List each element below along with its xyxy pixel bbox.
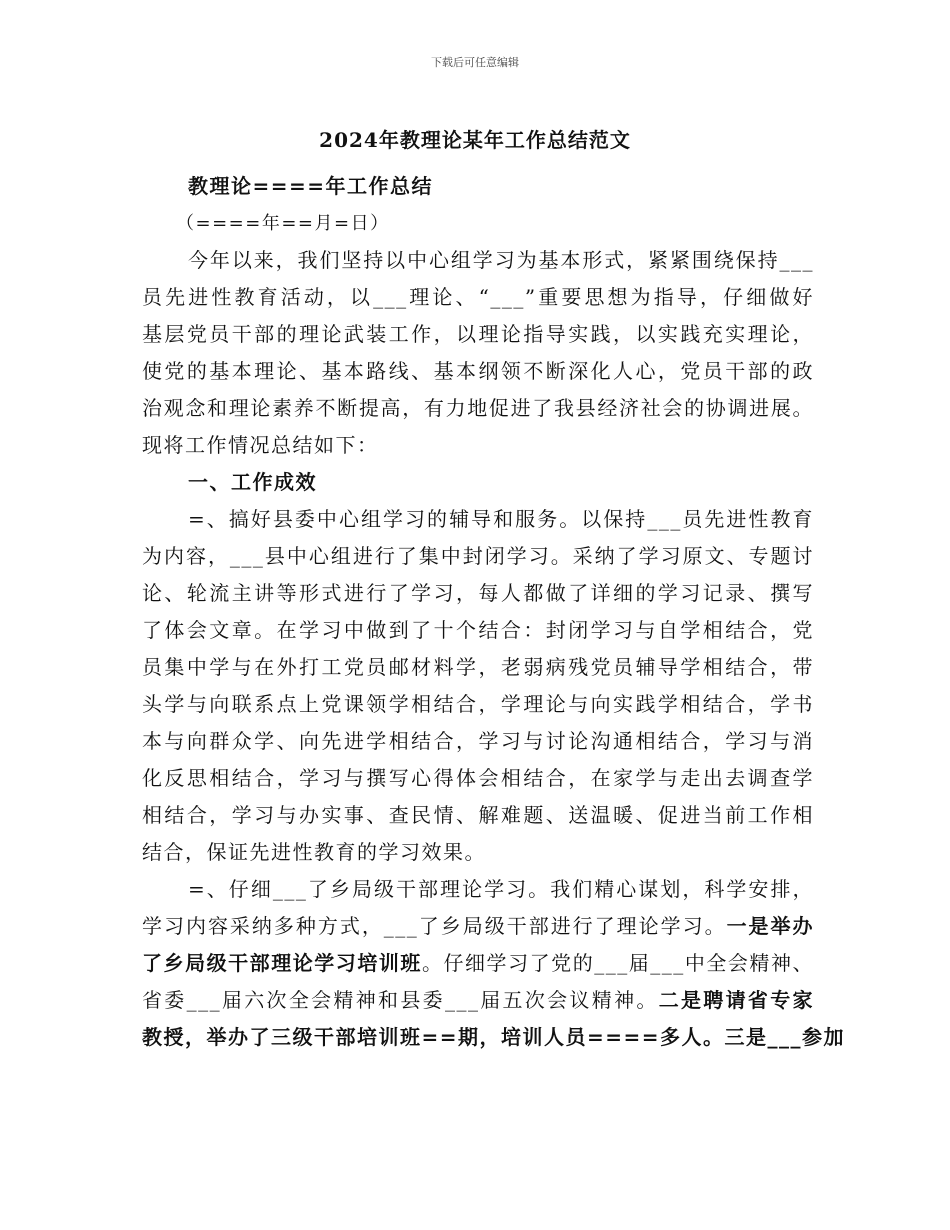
text-segment: 今年以来，我们坚持以中心组学习为基本形式，紧紧围绕保持___ [188,248,814,272]
document-title: 2024年教理论某年工作总结范文 [319,128,631,152]
text-segment: 员先进性教育活动，以___理论、“___”重要思想为指导，仔细做好 [142,285,814,309]
text-segment: 本与向群众学、向先进学相结合，学习与讨论沟通相结合，学习与消 [142,729,814,753]
text-segment: 论、轮流主讲等形式进行了学习，每人都做了详细的学习记录、撰写 [142,581,814,605]
section-subtitle: 教理论====年工作总结 [188,174,434,198]
header-note: 下载后可任意编辑 [431,56,519,69]
text-segment: 治观念和理论素养不断提高，有力地促进了我县经济社会的协调进展。 [142,396,814,420]
text-line [142,945,814,982]
text-segment: 结合，保证先进性教育的学习效果。 [142,840,486,864]
document-body [142,168,846,1056]
bold-text-segment: 二是聘请省专家 [658,988,815,1012]
text-segment: 学习内容采纳多种方式，___了乡局级干部进行了理论学习。 [142,914,727,938]
text-segment: 化反思相结合，学习与撰写心得体会相结合，在家学与走出去调查学 [142,766,814,790]
text-line [142,908,814,945]
text-line [142,871,814,908]
text-line [142,649,814,686]
text-line [142,242,814,279]
text-line [142,390,814,427]
text-segment: 员集中学与在外打工党员邮材料学，老弱病残党员辅导学相结合，带 [142,655,814,679]
bold-text-segment: 了乡局级干部理论学习培训班 [142,951,422,975]
text-line [142,1019,846,1056]
text-segment: 为内容，___县中心组进行了集中封闭学习。采纳了学习原文、专题讨 [142,544,814,568]
bold-text-segment: 一、工作成效 [188,470,317,494]
text-line [142,982,814,1019]
text-segment: 了体会文章。在学习中做到了十个结合：封闭学习与自学相结合，党 [142,618,814,642]
text-line [142,427,814,464]
text-segment: 省委___届六次全会精神和县委___届五次会议精神。 [142,988,659,1012]
date-line: （====年==月=日） [176,213,390,234]
text-line [142,797,814,834]
text-segment: 使党的基本理论、基本路线、基本纲领不断深化人心，党员干部的政 [142,359,814,383]
text-line [142,316,814,353]
text-segment: 现将工作情况总结如下： [142,433,379,457]
text-segment: =、搞好县委中心组学习的辅导和服务。以保持___员先进性教育 [188,507,814,531]
text-segment: 相结合，学习与办实事、查民情、解难题、送温暖、促进当前工作相 [142,803,814,827]
text-line [142,575,814,612]
text-line [142,686,814,723]
text-line [142,834,814,871]
text-line [142,464,814,501]
text-segment: =、仔细___了乡局级干部理论学习。我们精心谋划，科学安排， [188,877,814,901]
text-line [142,501,814,538]
bold-text-segment: 一是举办 [726,914,815,938]
text-line [142,760,814,797]
text-line [142,279,814,316]
text-line [142,612,814,649]
text-line [142,353,814,390]
text-line [142,538,814,575]
text-segment: 。仔细学习了党的___届___中全会精神、 [421,951,815,975]
text-segment: 头学与向联系点上党课领学相结合，学理论与向实践学相结合，学书 [142,692,814,716]
text-line [142,723,814,760]
bold-text-segment: 教授，举办了三级干部培训班==期，培训人员====多人。三是___参加 [142,1025,846,1049]
paragraph-lines [142,242,846,1056]
text-segment: 基层党员干部的理论武装工作，以理论指导实践，以实践充实理论， [142,322,814,346]
